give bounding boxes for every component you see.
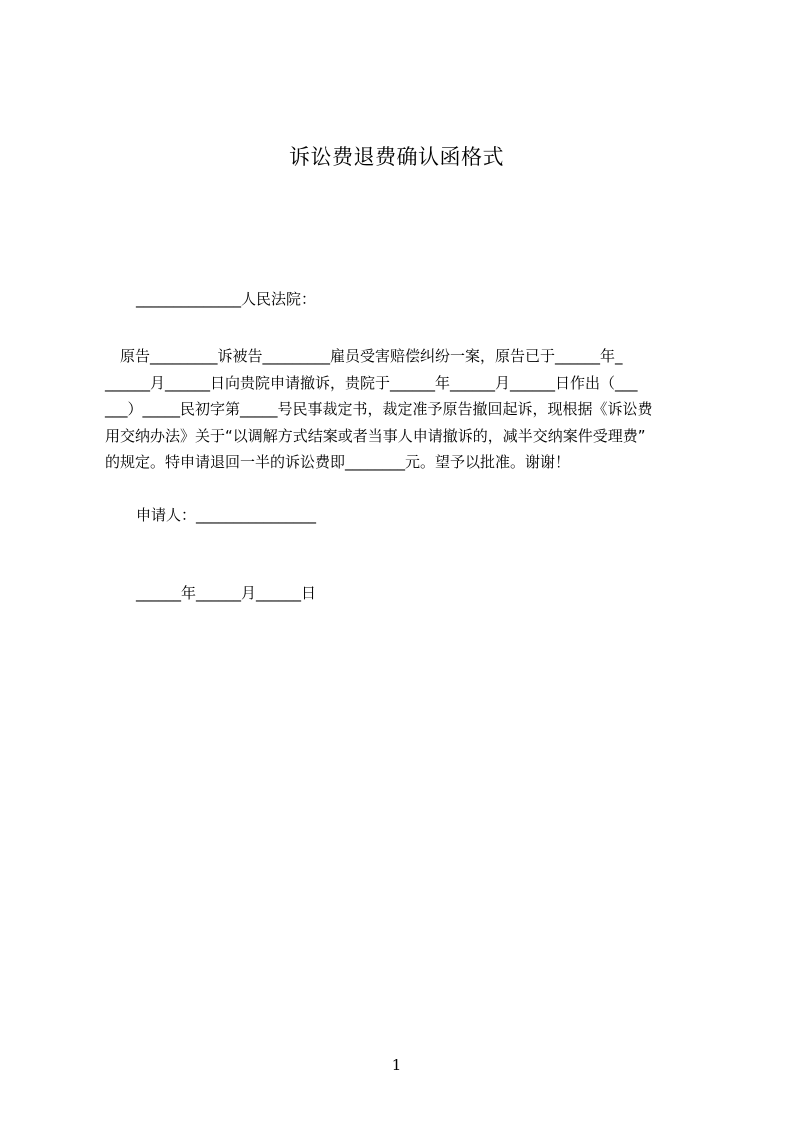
applicant-signature-line: 申请人：________________ — [136, 506, 317, 524]
body-paragraph — [105, 343, 700, 476]
body-line: 原告_________诉被告_________雇员受害赔偿纠纷一案，原告已于______年_ — [105, 347, 623, 365]
body-line: 的规定。特申请退回一半的诉讼费即________元。望予以批准。谢谢！ — [105, 453, 571, 471]
page-number: 1 — [391, 1056, 402, 1074]
body-line: ______月______日向贵院申请撤诉，贵院于______年______月______日作出（___ — [105, 373, 638, 392]
document-title: 诉讼费退费确认函格式 — [289, 145, 504, 169]
addressee-line: ______________人民法院： — [136, 290, 317, 308]
date-line: ______年______月______日 — [136, 584, 317, 602]
body-line: 用交纳办法》关于“以调解方式结案或者当事人申请撤诉的，减半交纳案件受理费” — [105, 426, 646, 445]
body-line: ___）_____民初字第_____号民事裁定书，裁定准予原告撤回起诉，现根据《诉讼费 — [105, 400, 653, 418]
